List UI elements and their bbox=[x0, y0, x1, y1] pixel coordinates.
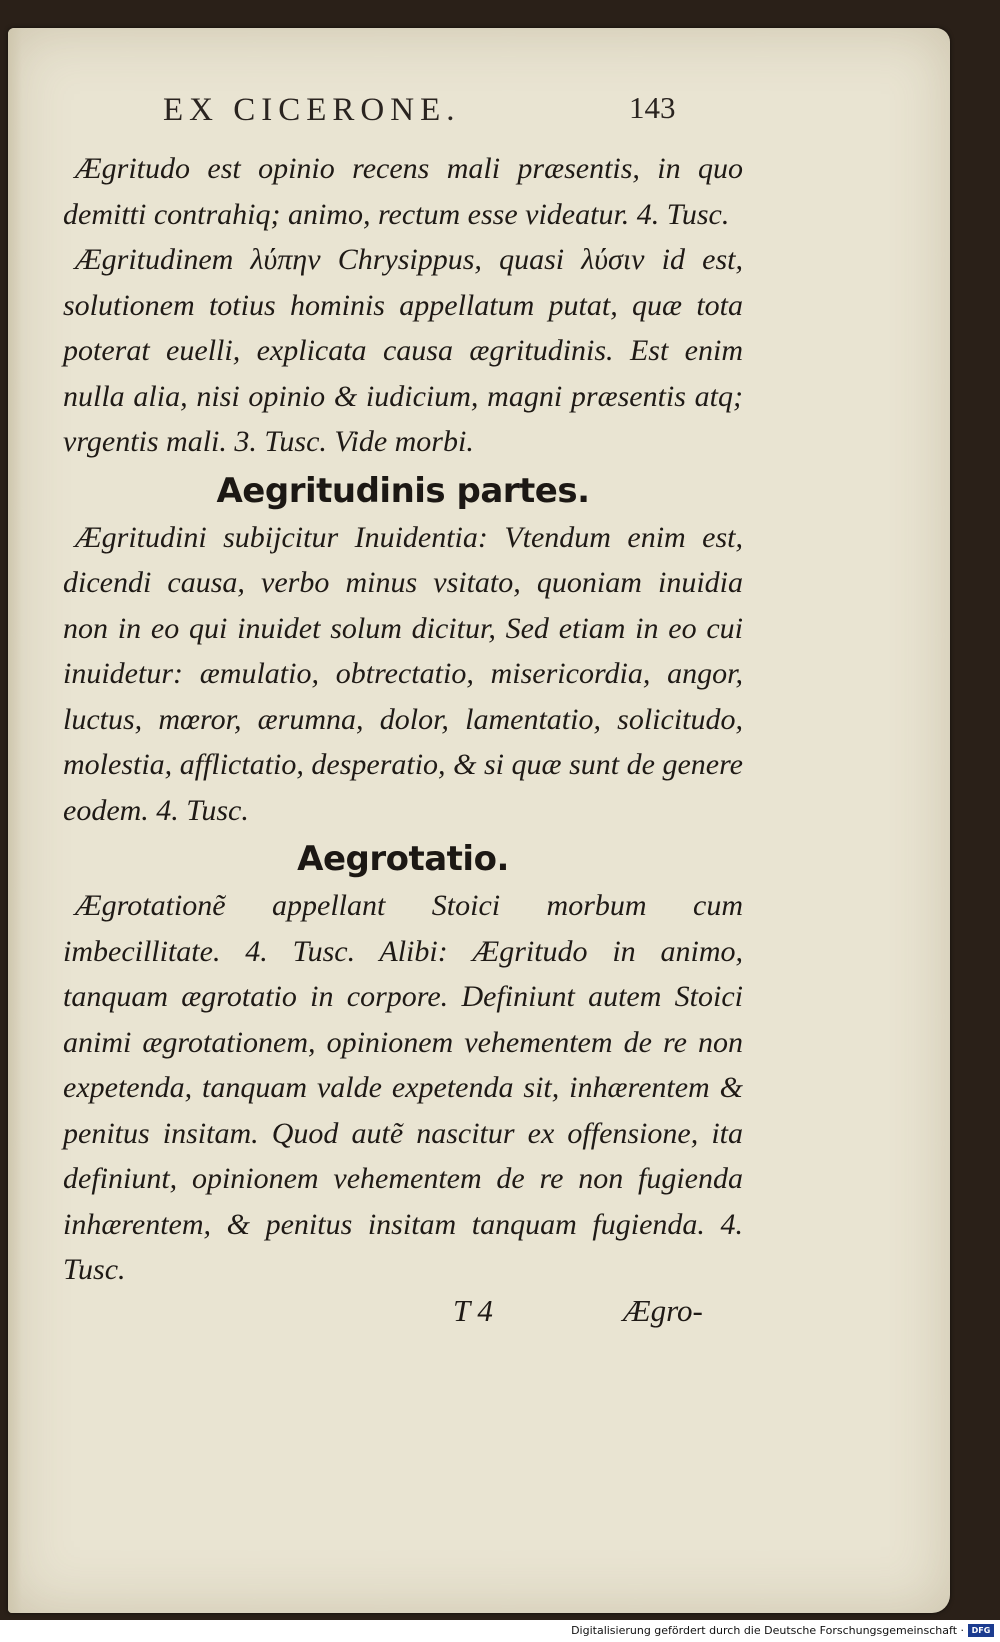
credit-bar bbox=[0, 1620, 1000, 1642]
funding-credit: Digitalisierung gefördert durch die Deutsche Forschungsgemeinschaft · bbox=[571, 1624, 964, 1637]
page-gutter-shadow bbox=[8, 28, 22, 1613]
entry-text: Ægritudinem λύπην Chrysippus, quasi λύσιν id est, solutionem totius hominis appellatum putat, quæ tota poterat euelli, explicata causa ægritudinis. Est enim nulla alia, nisi opinio & iudicium, magni præsentis atq; vrgentis mali. 3. Tusc. Vide morbi. bbox=[63, 243, 743, 458]
entry-aegritudinis-partes bbox=[63, 515, 743, 834]
catchword: Ægro- bbox=[623, 1292, 703, 1328]
signature-mark: T 4 bbox=[453, 1292, 493, 1328]
page-footer bbox=[63, 1293, 743, 1339]
entry-aegritudo bbox=[63, 146, 743, 237]
book-page bbox=[8, 28, 950, 1613]
running-head-title: EX CICERONE. bbox=[163, 92, 461, 128]
page-number: 143 bbox=[629, 90, 676, 125]
running-head bbox=[63, 86, 743, 146]
dfg-logo-icon: DFG bbox=[968, 1624, 994, 1637]
section-heading-aegritudinis-partes: Aegritudinis partes. bbox=[216, 470, 590, 511]
text-block bbox=[63, 86, 743, 1339]
entry-text: Ægritudo est opinio recens mali præsentis, in quo demitti contrahiq; animo, rectum esse videatur. 4. Tusc. bbox=[63, 152, 743, 231]
entry-text: Ægrotationẽ appellant Stoici morbum cum imbecillitate. 4. Tusc. Alibi: Ægritudo in animo, tanquam ægrotatio in corpore. Definiunt autem Stoici animi ægrotationem, opinionem vehementem de re non expetenda, tanquam valde expetenda sit, inhærentem & penitus insitam. Quod autẽ nascitur ex offensione, ita definiunt, opinionem vehementem de re non fugienda inhærentem, & penitus insitam tanquam fugienda. 4. Tusc. bbox=[63, 889, 743, 1286]
entry-text: Ægritudini subijcitur Inuidentia: Vtendum enim est, dicendi causa, verbo minus vsitato, quoniam inuidia non in eo qui inuidet solum dicitur, Sed etiam in eo cui inuidetur: æmulatio, obtrectatio, misericordia, angor, luctus, mœror, ærumna, dolor, lamentatio, solicitudo, molestia, afflictatio, desperatio, & si quæ sunt de genere eodem. 4. Tusc. bbox=[63, 520, 743, 827]
entry-aegrotatio bbox=[63, 883, 743, 1293]
section-heading-aegrotatio: Aegrotatio. bbox=[297, 839, 509, 879]
entry-aegritudinem bbox=[63, 237, 743, 465]
